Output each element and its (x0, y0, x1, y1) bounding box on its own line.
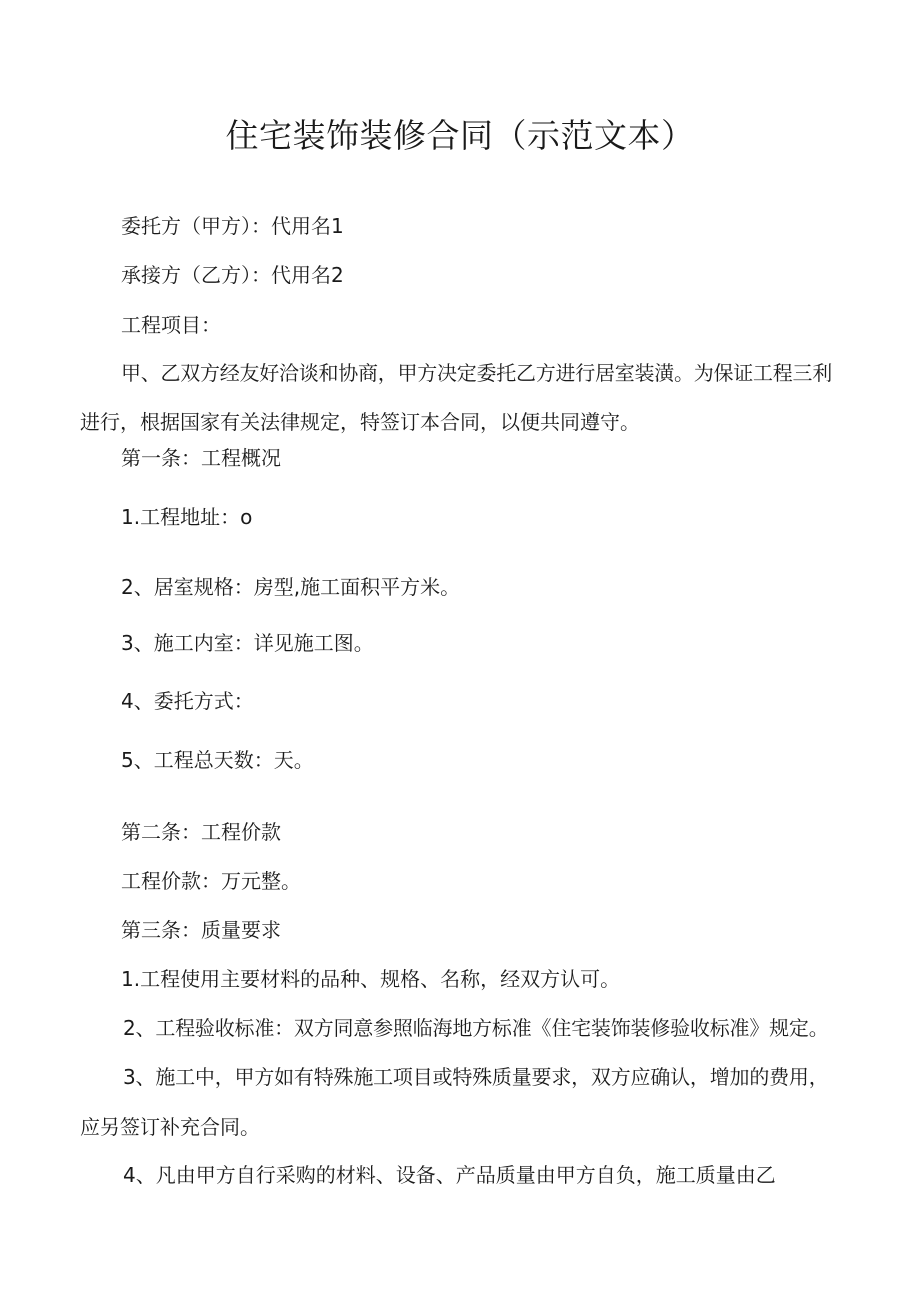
article-3-item-4: 4、凡由甲方自行采购的材料、设备、产品质量由甲方自负，施工质量由乙 (123, 1163, 776, 1187)
party-a-line: 委托方（甲方）：代用名1 (121, 214, 344, 238)
article-3-item-3-cont: 应另签订补充合同。 (80, 1115, 260, 1139)
article-1-heading: 第一条：工程概况 (121, 446, 281, 470)
document-title: 住宅装饰装修合同（示范文本） (225, 116, 695, 155)
article-3-item-3: 3、施工中，甲方如有特殊施工项目或特殊质量要求，双方应确认，增加的费用， (123, 1065, 829, 1089)
party-b-line: 承接方（乙方）：代用名2 (121, 263, 344, 287)
article-1-item-1: 1.工程地址：o (121, 505, 253, 529)
article-1-item-5: 5、工程总天数：天。 (121, 748, 314, 772)
project-line: 工程项目： (121, 313, 221, 337)
article-2-price: 工程价款：万元整。 (121, 869, 301, 893)
article-1-item-3: 3、施工内室：详见施工图。 (121, 631, 374, 655)
article-3-item-1: 1.工程使用主要材料的品种、规格、名称，经双方认可。 (121, 967, 621, 991)
article-3-heading: 第三条：质量要求 (121, 918, 281, 942)
article-1-item-2: 2、居室规格：房型,施工面积平方米。 (121, 575, 461, 599)
article-1-item-4: 4、委托方式： (121, 689, 254, 713)
article-3-item-2: 2、工程验收标准：双方同意参照临海地方标准《住宅装饰装修验收标准》规定。 (123, 1016, 829, 1040)
preamble-line-2: 进行，根据国家有关法律规定，特签订本合同，以便共同遵守。 (80, 410, 640, 434)
preamble-line-1: 甲、乙双方经友好洽谈和协商，甲方决定委托乙方进行居室装潢。为保证工程三利 (121, 361, 832, 385)
article-2-heading: 第二条：工程价款 (121, 820, 281, 844)
